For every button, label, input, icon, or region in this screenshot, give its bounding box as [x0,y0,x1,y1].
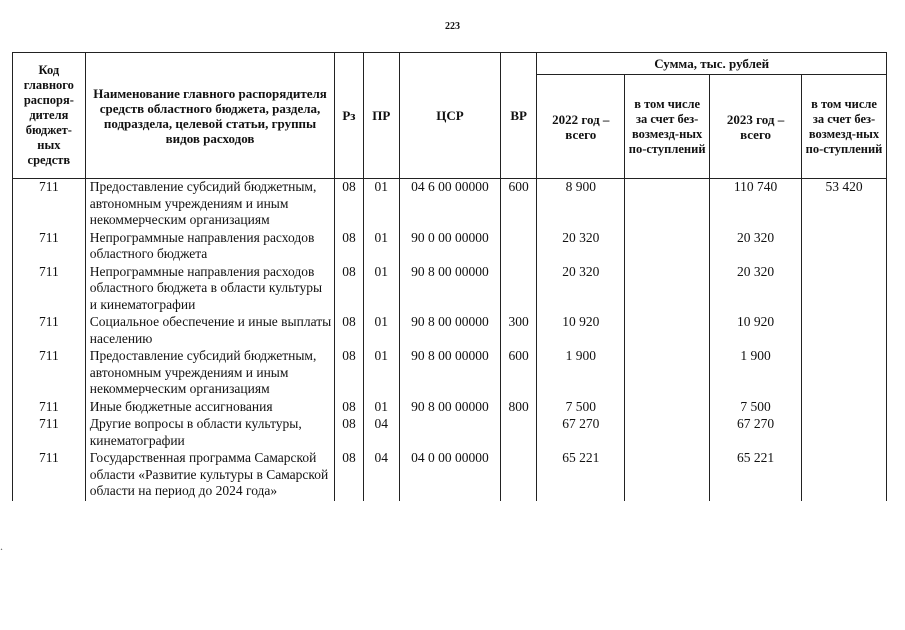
table-row [13,314,887,348]
scan-mark: ˔ [0,543,3,553]
row-rz: 08 [335,348,363,399]
row-2023-free [802,399,887,417]
row-vr [500,264,536,315]
row-pr: 01 [363,264,399,315]
row-code: 711 [13,230,86,264]
row-2022-free [625,264,710,315]
row-csr: 90 8 00 00000 [399,314,500,348]
table-row [13,416,887,450]
row-csr [399,416,500,450]
row-code: 711 [13,348,86,399]
row-2023-total: 10 920 [710,314,802,348]
row-rz: 08 [335,230,363,264]
row-csr: 90 8 00 00000 [399,264,500,315]
row-2022-free [625,450,710,501]
row-name: Непрограммные направления расходов областного бюджета в области культуры и кинематографии [85,264,335,315]
row-vr [500,416,536,450]
table-row [13,264,887,315]
header-csr: ЦСР [399,53,500,179]
row-2022-free [625,314,710,348]
row-rz: 08 [335,314,363,348]
row-2023-total: 67 270 [710,416,802,450]
row-2022-total: 8 900 [537,179,625,230]
row-2023-total: 1 900 [710,348,802,399]
row-pr: 01 [363,399,399,417]
table-row [13,179,887,230]
row-2022-free [625,230,710,264]
row-name: Другие вопросы в области культуры, кинематографии [85,416,335,450]
row-name: Социальное обеспечение и иные выплаты населению [85,314,335,348]
header-vr: ВР [500,53,536,179]
budget-table [12,52,887,501]
row-pr: 01 [363,230,399,264]
table-row [13,399,887,417]
row-pr: 04 [363,450,399,501]
row-pr: 01 [363,348,399,399]
row-csr: 04 6 00 00000 [399,179,500,230]
table-row [13,348,887,399]
row-csr: 90 8 00 00000 [399,348,500,399]
row-2022-total: 20 320 [537,230,625,264]
table-row [13,230,887,264]
row-csr: 04 0 00 00000 [399,450,500,501]
row-name: Предоставление субсидий бюджетным, автономным учреждениям и иным некоммерческим организациям [85,348,335,399]
row-name: Предоставление субсидий бюджетным, автономным учреждениям и иным некоммерческим организациям [85,179,335,230]
row-2023-free [802,230,887,264]
table-body [13,179,887,501]
row-name: Иные бюджетные ассигнования [85,399,335,417]
row-vr [500,450,536,501]
table-row [13,450,887,501]
row-2022-total: 10 920 [537,314,625,348]
header-2023-free: в том числе за счет без-возмезд-ных по-ступлений [802,75,887,179]
row-2023-total: 7 500 [710,399,802,417]
row-2022-total: 67 270 [537,416,625,450]
row-name: Государственная программа Самарской области «Развитие культуры в Самарской области на период до 2024 года» [85,450,335,501]
row-pr: 04 [363,416,399,450]
row-2023-free: 53 420 [802,179,887,230]
row-vr [500,230,536,264]
header-name: Наименование главного распорядителя средств областного бюджета, раздела, подраздела, целевой статьи, группы видов расходов [85,53,335,179]
row-2023-free [802,264,887,315]
row-rz: 08 [335,399,363,417]
header-2022-free: в том числе за счет без-возмезд-ных по-ступлений [625,75,710,179]
table-header [13,53,887,179]
row-pr: 01 [363,314,399,348]
row-code: 711 [13,399,86,417]
row-code: 711 [13,416,86,450]
row-vr: 300 [500,314,536,348]
row-2023-free [802,348,887,399]
row-2022-free [625,179,710,230]
row-2023-total: 110 740 [710,179,802,230]
row-vr: 600 [500,179,536,230]
row-name: Непрограммные направления расходов областного бюджета [85,230,335,264]
row-code: 711 [13,314,86,348]
row-2022-total: 1 900 [537,348,625,399]
row-csr: 90 0 00 00000 [399,230,500,264]
row-2022-free [625,348,710,399]
row-2023-free [802,314,887,348]
page-number: 223 [445,21,460,32]
row-rz: 08 [335,179,363,230]
row-rz: 08 [335,264,363,315]
row-2023-free [802,450,887,501]
row-2023-total: 20 320 [710,230,802,264]
header-2023-total: 2023 год – всего [710,75,802,179]
row-2022-free [625,416,710,450]
row-rz: 08 [335,416,363,450]
row-2023-total: 20 320 [710,264,802,315]
row-2022-total: 7 500 [537,399,625,417]
row-2022-total: 65 221 [537,450,625,501]
row-vr: 800 [500,399,536,417]
row-2022-free [625,399,710,417]
row-2023-total: 65 221 [710,450,802,501]
row-code: 711 [13,450,86,501]
header-code: Код главного распоря-дителя бюджет-ных средств [13,53,86,179]
header-sum-group: Сумма, тыс. рублей [537,53,887,75]
row-2022-total: 20 320 [537,264,625,315]
row-code: 711 [13,179,86,230]
header-rz: Рз [335,53,363,179]
row-code: 711 [13,264,86,315]
header-pr: ПР [363,53,399,179]
row-pr: 01 [363,179,399,230]
row-2023-free [802,416,887,450]
row-vr: 600 [500,348,536,399]
row-csr: 90 8 00 00000 [399,399,500,417]
row-rz: 08 [335,450,363,501]
header-2022-total: 2022 год – всего [537,75,625,179]
